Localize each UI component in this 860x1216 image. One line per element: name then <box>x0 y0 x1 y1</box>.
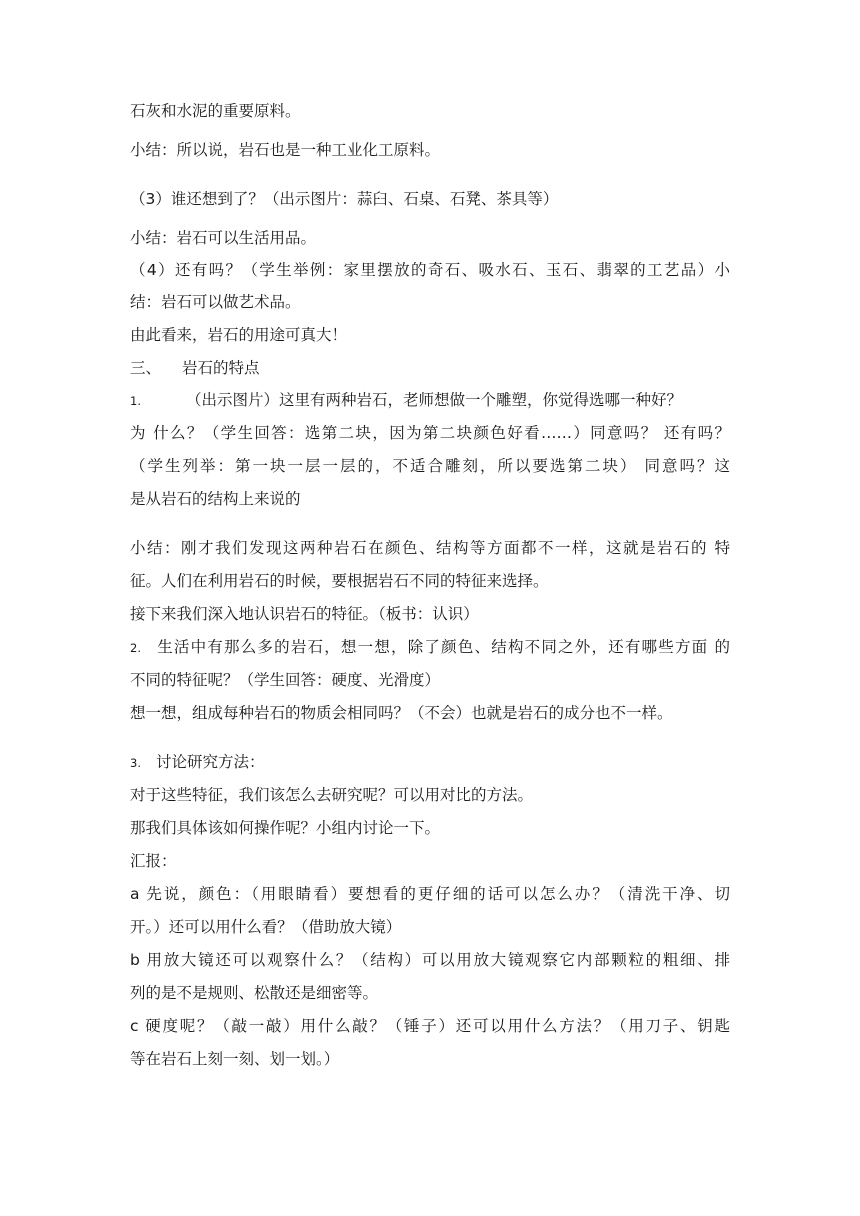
section-title: 岩石的特点 <box>182 359 260 377</box>
numbered-item <box>130 752 730 773</box>
section-number: 三、 <box>130 359 162 377</box>
summary-line <box>130 140 730 160</box>
paragraph-line <box>130 489 730 509</box>
line-text: 那我们具体该如何操作呢？小组内讨论一下。 <box>130 819 441 837</box>
numbered-item <box>130 637 730 658</box>
line-text: 不同的特征呢？（学生回答：硬度、光滑度） <box>130 671 441 689</box>
line-text: 小结：所以说，岩石也是一种工业化工原料。 <box>130 141 441 159</box>
line-text: 接下来我们深入地认识岩石的特征。（板书：认识） <box>130 605 479 623</box>
paragraph-line <box>130 950 730 970</box>
line-text: c 硬度呢？（敲一敲）用什么敲？（锤子）还可以用什么方法？（用刀子、钥匙 <box>130 1017 730 1035</box>
paragraph-line <box>130 917 730 937</box>
paragraph-line <box>130 818 730 838</box>
line-text: 想一想，组成每种岩石的物质会相同吗？（不会）也就是岩石的成分也不一样。 <box>130 704 673 722</box>
paragraph-line <box>130 670 730 690</box>
line-text: 生活中有那么多的岩石，想一想，除了颜色、结构不同之外，还有哪些方面 的 <box>156 638 730 656</box>
line-text: 对于这些特征，我们该怎么去研究呢？可以用对比的方法。 <box>130 786 534 804</box>
line-text: 由此看来，岩石的用途可真大！ <box>130 326 348 344</box>
line-text: 开。）还可以用什么看？（借助放大镜） <box>130 918 402 936</box>
paragraph-line <box>130 851 730 871</box>
paragraph-line <box>130 423 730 443</box>
line-text: （出示图片）这里有两种岩石，老师想做一个雕塑，你觉得选哪一种好？ <box>186 391 683 409</box>
paragraph-line <box>130 325 730 345</box>
line-text: 小结：岩石可以生活用品。 <box>130 229 317 247</box>
line-text: 石灰和水泥的重要原料。 <box>130 102 301 120</box>
line-text: b 用放大镜还可以观察什么？（结构）可以用放大镜观察它内部颗粒的粗细、排 <box>130 951 730 969</box>
paragraph-line <box>130 785 730 805</box>
paragraph-line <box>130 983 730 1003</box>
paragraph-line <box>130 456 730 476</box>
summary-line <box>130 538 730 558</box>
line-text: 结：岩石可以做艺术品。 <box>130 293 301 311</box>
line-text: 等在岩石上刻一刻、划一划。） <box>130 1050 340 1068</box>
item-number: 1. <box>130 394 141 408</box>
paragraph-line <box>130 604 730 624</box>
item-number: 3. <box>130 756 141 770</box>
line-text: 小结：刚才我们发现这两种岩石在颜色、结构等方面都不一样，这就是岩石的 特 <box>130 539 730 557</box>
line-text: 是从岩石的结构上来说的 <box>130 490 301 508</box>
line-text: 征。人们在利用岩石的时候，要根据岩石不同的特征来选择。 <box>130 572 549 590</box>
question-line <box>130 260 730 280</box>
section-heading <box>130 358 730 378</box>
item-number: 2. <box>130 641 141 655</box>
paragraph-line <box>130 1049 730 1069</box>
paragraph-line <box>130 703 730 723</box>
line-text: 为 什么？（学生回答：选第二块，因为第二块颜色好看……）同意吗？ 还有吗？ <box>130 424 730 442</box>
line-text: （3）谁还想到了？（出示图片：蒜臼、石桌、石凳、茶具等） <box>130 190 559 208</box>
question-line <box>130 189 730 209</box>
line-text: （4）还有吗？（学生举例：家里摆放的奇石、吸水石、玉石、翡翠的工艺品）小 <box>130 261 730 279</box>
paragraph-line <box>130 571 730 591</box>
paragraph-line <box>130 1016 730 1036</box>
paragraph-line <box>130 101 730 121</box>
summary-line <box>130 292 730 312</box>
line-text: （学生列举：第一块一层一层的，不适合雕刻，所以要选第二块） 同意吗？这 <box>130 457 730 475</box>
line-text: 汇报： <box>130 852 177 870</box>
summary-line <box>130 228 730 248</box>
line-text: 讨论研究方法： <box>156 753 265 771</box>
line-text: 列的是不是规则、松散还是细密等。 <box>130 984 379 1002</box>
paragraph-line <box>130 884 730 904</box>
numbered-item <box>130 390 730 411</box>
line-text: a 先说，颜色：（用眼睛看）要想看的更仔细的话可以怎么办？（清洗干净、切 <box>130 885 730 903</box>
